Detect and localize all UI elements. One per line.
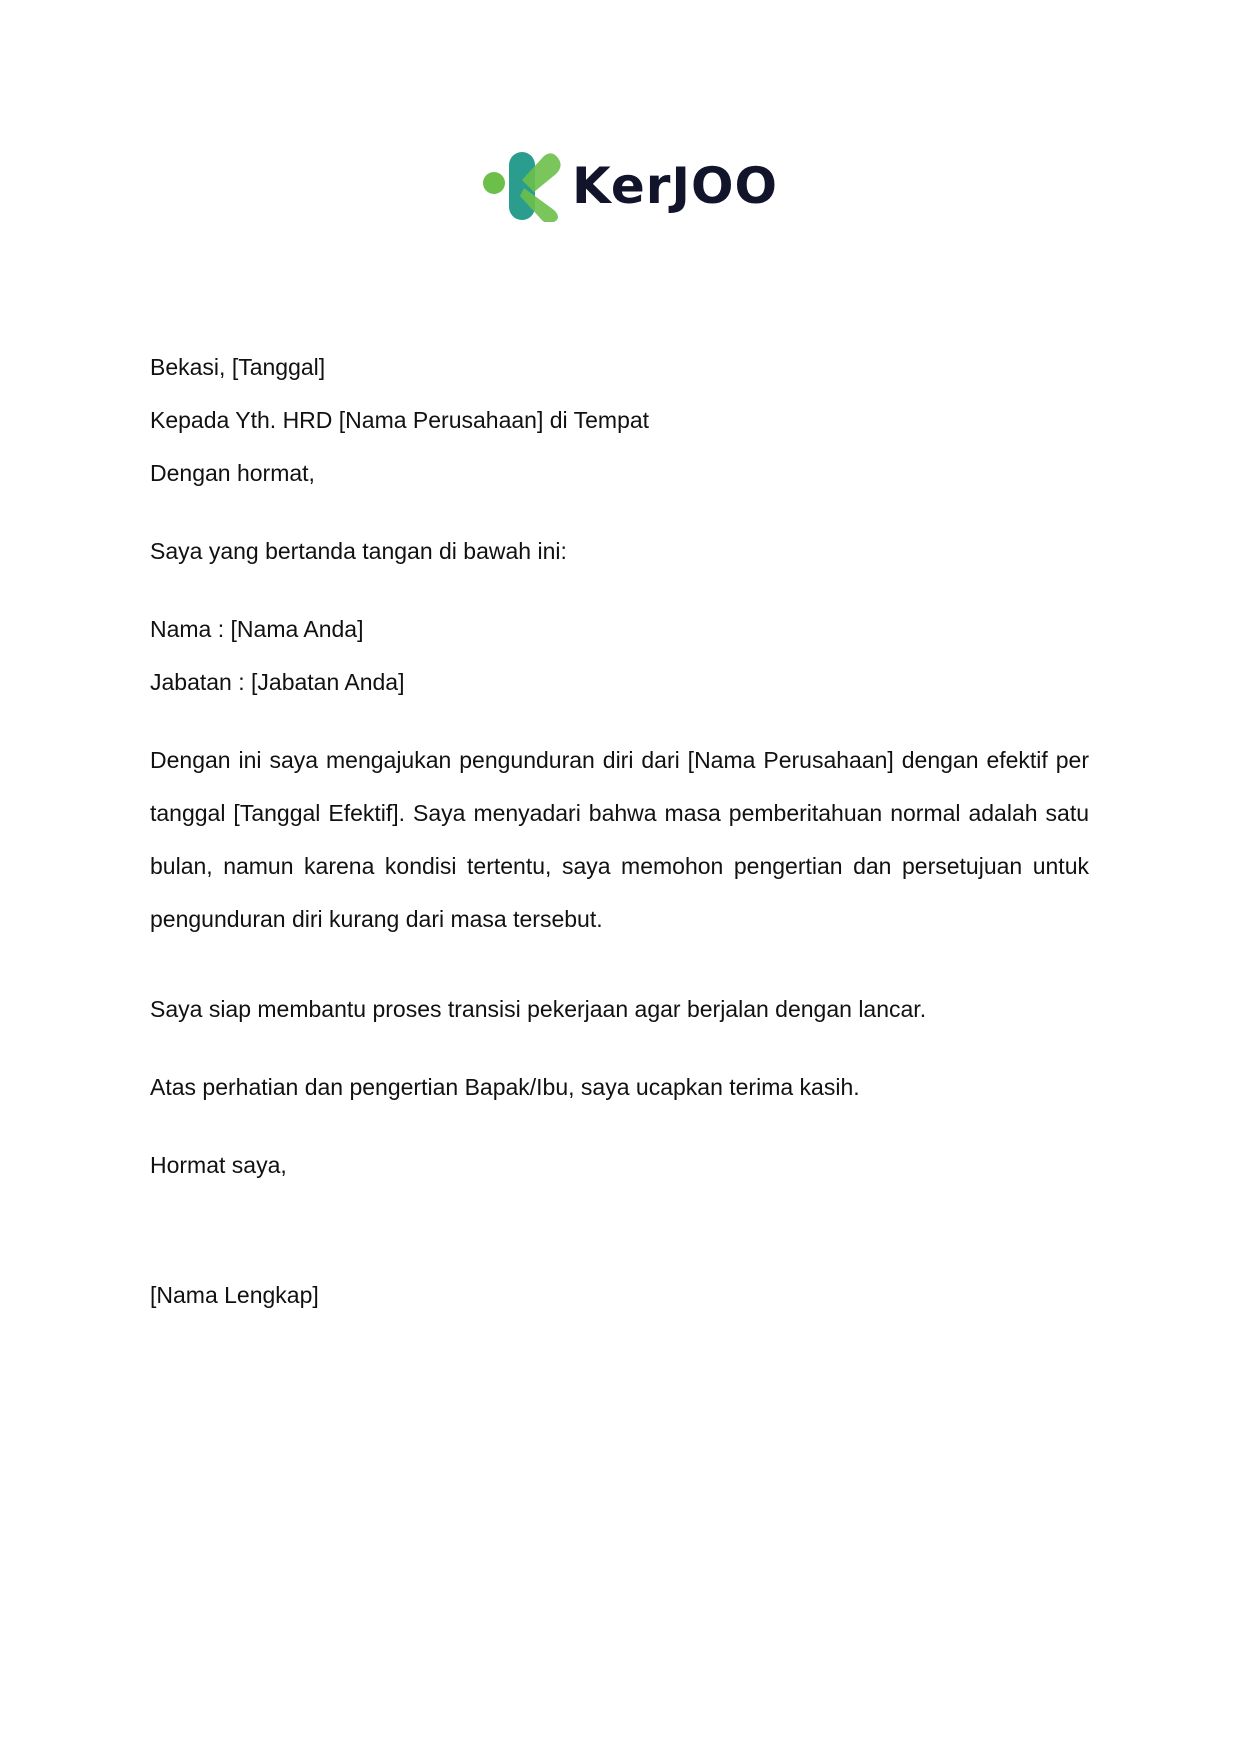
greeting: Dengan hormat,	[150, 460, 315, 486]
kerjoo-logo-mark-icon	[482, 150, 572, 222]
place-date: Bekasi, [Tanggal]	[150, 354, 326, 380]
thanks-line: Atas perhatian dan pengertian Bapak/Ibu, saya ucapkan terima kasih.	[150, 1074, 860, 1100]
transition-line: Saya siap membantu proses transisi pekerjaan agar berjalan dengan lancar.	[150, 996, 927, 1022]
company-logo	[482, 150, 779, 222]
recipient-line: Kepada Yth. HRD [Nama Perusahaan] di Tempat	[150, 407, 650, 433]
intro-line: Saya yang bertanda tangan di bawah ini:	[150, 538, 567, 564]
position-field-line: Jabatan : [Jabatan Anda]	[150, 669, 405, 695]
name-field-line: Nama : [Nama Anda]	[150, 616, 364, 642]
logo-wordmark: KerJOO	[572, 157, 779, 215]
closing-line: Hormat saya,	[150, 1152, 287, 1178]
signature-name: [Nama Lengkap]	[150, 1282, 319, 1308]
letter-body	[150, 352, 1089, 1310]
resignation-paragraph: Dengan ini saya mengajukan pengunduran diri dari [Nama Perusahaan] dengan efektif per tanggal [Tanggal Efektif]. Saya menyadari bahwa masa pemberitahuan normal adalah satu bulan, namun karena kondisi tertentu, saya memohon pengertian dan persetujuan untuk pengunduran diri kurang dari masa tersebut.	[150, 747, 1089, 932]
